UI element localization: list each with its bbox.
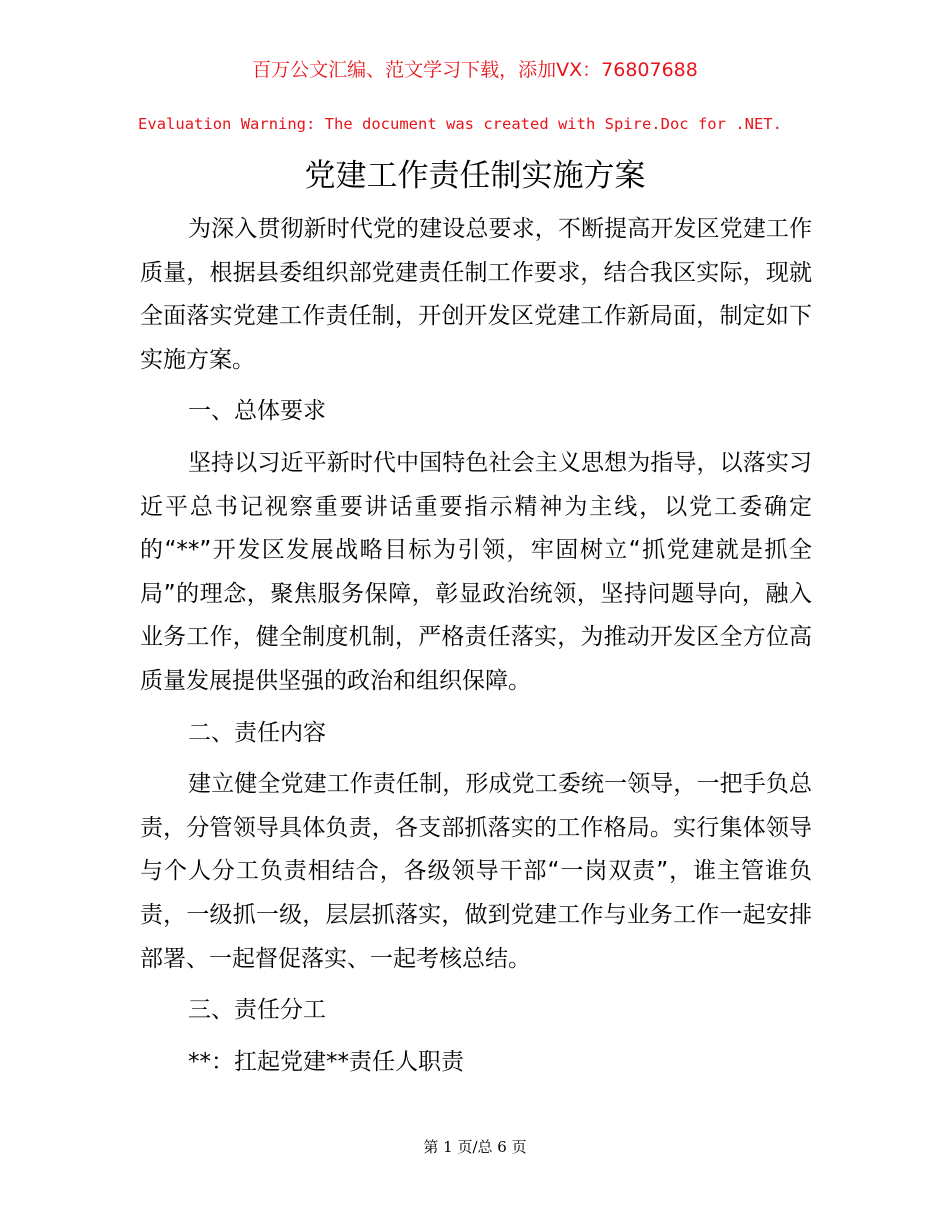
intro-paragraph: 为深入贯彻新时代党的建设总要求，不断提高开发区党建工作质量，根据县委组织部党建责任制工作要求，结合我区实际，现就全面落实党建工作责任制，开创开发区党建工作新局面，制定如下实施方案。	[140, 216, 812, 373]
page-number: 第 1 页/总 6 页	[423, 1138, 527, 1156]
section-heading: 一、总体要求	[188, 398, 326, 425]
evaluation-warning: Evaluation Warning: The document was created with Spire.Doc for .NET.	[138, 115, 782, 133]
section-heading: 二、责任内容	[188, 719, 326, 746]
body-paragraph: 坚持以习近平新时代中国特色社会主义思想为指导，以落实习近平总书记视察重要讲话重要指示精神为主线，以党工委确定的“**”开发区发展战略目标为引领，牢固树立“抓党建就是抓全局”的理念，聚焦服务保障，彰显政治统领，坚持问题导向，融入业务工作，健全制度机制，严格责任落实，为推动开发区全方位高质量发展提供坚强的政治和组织保障。	[140, 449, 812, 694]
body-paragraph: **：扛起党建**责任人职责	[188, 1048, 464, 1075]
body-paragraph: 建立健全党建工作责任制，形成党工委统一领导，一把手负总责，分管领导具体负责，各支部抓落实的工作格局。实行集体领导与个人分工负责相结合，各级领导干部“一岗双责”，谁主管谁负责，一级抓一级，层层抓落实，做到党建工作与业务工作一起安排部署、一起督促落实、一起考核总结。	[140, 771, 812, 972]
promo-banner: 百万公文汇编、范文学习下载，添加VX：76807688	[252, 59, 698, 81]
document-body	[140, 208, 812, 1092]
section-heading: 三、责任分工	[188, 997, 326, 1024]
document-title: 党建工作责任制实施方案	[304, 158, 646, 194]
